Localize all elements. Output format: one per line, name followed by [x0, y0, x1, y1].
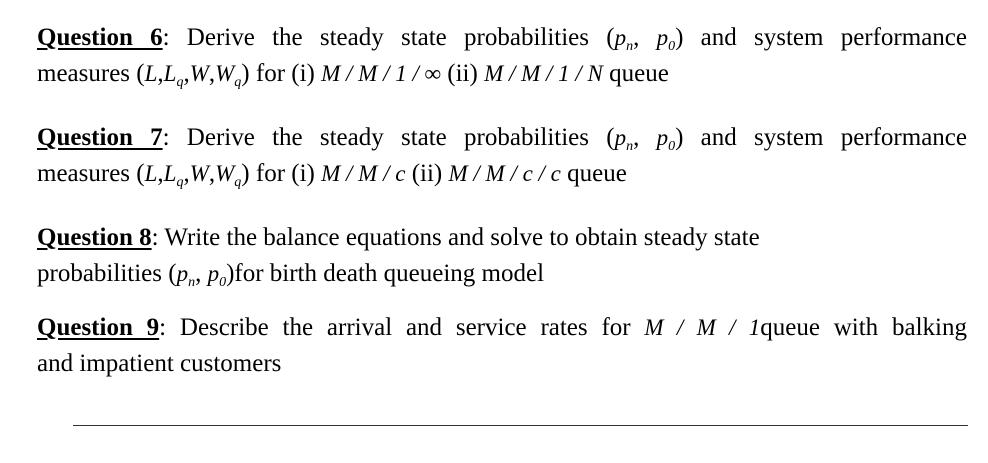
question-8-heading: Question 8 [37, 224, 152, 251]
question-7-model-1: M / M / c [321, 161, 406, 186]
question-6-model-1: M / M / 1 / ∞ [321, 61, 442, 86]
question-8-probabilities-label: probabilities [37, 260, 162, 287]
question-8-text-end: for birth death queueing model [234, 260, 545, 287]
question-6-measures-label: measures [37, 60, 131, 87]
question-7 [37, 120, 967, 192]
question-8-line-1 [37, 220, 967, 256]
question-9-text: : Describe the arrival and service rates for [159, 314, 631, 341]
question-6-queue-label: queue [609, 60, 669, 87]
question-9-line-2 [37, 346, 967, 382]
question-8-line-2 [37, 256, 967, 292]
question-6-heading: Question 6 [37, 24, 163, 51]
question-9-line-1 [37, 310, 967, 346]
question-7-model-2: M / M / c / c [448, 161, 561, 186]
question-7-line-1 [37, 120, 967, 156]
question-7-measures-math: $(L,L_q,W,W_q)$ [136, 160, 250, 190]
question-6-measures-math: $(L,L_q,W,W_q)$ [136, 60, 250, 90]
question-9-text-end: queue with balking [760, 314, 967, 341]
question-9 [37, 310, 967, 382]
question-9-model: M / M / 1 [644, 315, 761, 340]
question-7-queue-label: queue [567, 160, 627, 187]
question-6-line-2 [37, 56, 967, 92]
question-6-model-2: M / M / 1 / N [484, 61, 603, 86]
horizontal-divider [73, 425, 968, 426]
question-7-heading: Question 7 [37, 124, 163, 151]
question-8 [37, 220, 967, 292]
question-6-text: : Derive the steady state probabilities [162, 24, 589, 51]
document-body [37, 20, 967, 377]
question-8-text: : Write the balance equations and solve to obtain steady state [151, 224, 760, 251]
question-6 [37, 20, 967, 92]
question-6-for-label: for (i) [255, 60, 315, 87]
question-9-text-2: and impatient customers [37, 350, 282, 377]
question-9-heading: Question 9 [37, 314, 160, 341]
question-7-ii-label: (ii) [411, 160, 443, 187]
question-8-prob-math: ($p_n$, $p_0$) [168, 260, 235, 290]
question-7-for-label: for (i) [255, 160, 315, 187]
question-6-prob-math: ($p_n$, $p_0$) [606, 24, 684, 54]
question-7-prob-math: ($p_n$, $p_0$) [606, 124, 684, 154]
question-7-text: : Derive the steady state probabilities [162, 124, 589, 151]
question-6-ii-label: (ii) [447, 60, 478, 87]
question-6-line-1 [37, 20, 967, 56]
question-7-line-2 [37, 156, 967, 192]
question-6-text-end: and system performance [700, 24, 967, 51]
question-7-measures-label: measures [37, 160, 131, 187]
question-7-text-end: and system performance [700, 124, 967, 151]
